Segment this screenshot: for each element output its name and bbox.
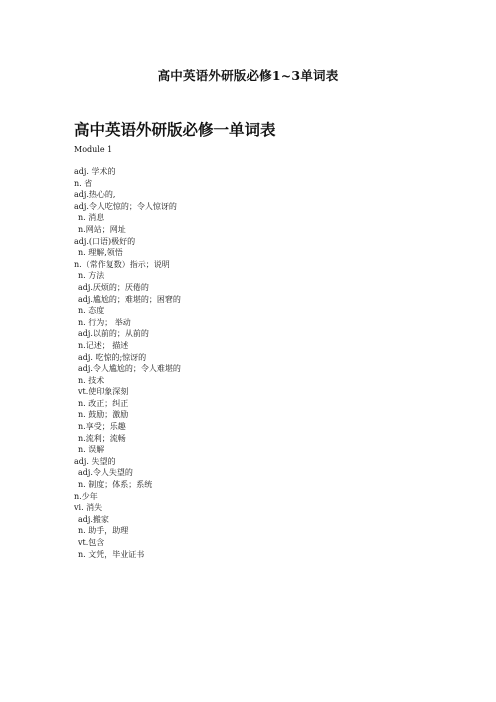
vocab-entry: adj.搬家 (78, 514, 109, 524)
vocab-entry: n. 理解,领悟 (78, 248, 123, 258)
vocab-entry: n. 鼓励；激励 (78, 410, 129, 420)
vocab-entry: adj.以前的；从前的 (78, 329, 149, 339)
vocab-entry: vi. 消失 (74, 503, 103, 513)
vocab-entry: n. 技术 (78, 375, 105, 385)
vocab-entry: n. 态度 (78, 306, 105, 316)
vocab-entry: n.记述； 描述 (78, 340, 129, 350)
section-heading: 高中英语外研版必修一单词表 (74, 120, 276, 139)
vocab-entry: adj.令人失望的 (78, 468, 133, 478)
module-label: Module 1 (74, 145, 113, 154)
vocab-entry: n. 助手，助理 (78, 526, 129, 536)
vocab-entry: n.（常作复数）指示；说明 (74, 259, 170, 269)
document-title: 高中英语外研版必修1~3单词表 (157, 68, 339, 83)
vocab-entry: vt.包含 (78, 538, 105, 547)
vocab-entry: adj.尴尬的；难堪的；困窘的 (78, 294, 181, 304)
vocab-entry: n. 制度；体系；系统 (78, 480, 153, 490)
vocab-entry: adj.令人尴尬的；令人难堪的 (78, 364, 181, 374)
vocab-entry: n. 行为； 举动 (78, 317, 131, 327)
vocab-entry: adj.厌烦的；厌倦的 (78, 282, 149, 292)
vocab-entry: n. 误解 (78, 445, 105, 455)
vocab-entry: n.网站；网址 (78, 224, 126, 234)
vocab-entry: adj. 失望的 (74, 456, 116, 466)
vocab-entry: n. 消息 (78, 213, 105, 223)
vocab-entry: n.流利；流畅 (78, 433, 126, 443)
vocab-entry: adj.令人吃惊的；令人惊讶的 (74, 201, 177, 211)
vocab-entry: n.享受；乐趣 (78, 422, 126, 432)
vocab-entry: n. 方法 (78, 271, 105, 281)
vocab-entry: n. 省 (74, 178, 93, 188)
vocab-entry: vt.使印象深刻 (78, 387, 129, 397)
vocabulary-list (0, 166, 496, 560)
vocab-entry: n. 文凭，毕业证书 (78, 549, 145, 559)
vocab-entry: adj.热心的, (74, 190, 116, 200)
vocab-entry: adj.(口语)极好的 (74, 236, 136, 246)
vocab-entry: n.少年 (74, 491, 98, 501)
vocab-entry: adj. 吃惊的;惊讶的 (78, 352, 147, 362)
vocab-entry: adj. 学术的 (74, 167, 116, 176)
vocab-entry: n. 改正；纠正 (78, 398, 129, 408)
